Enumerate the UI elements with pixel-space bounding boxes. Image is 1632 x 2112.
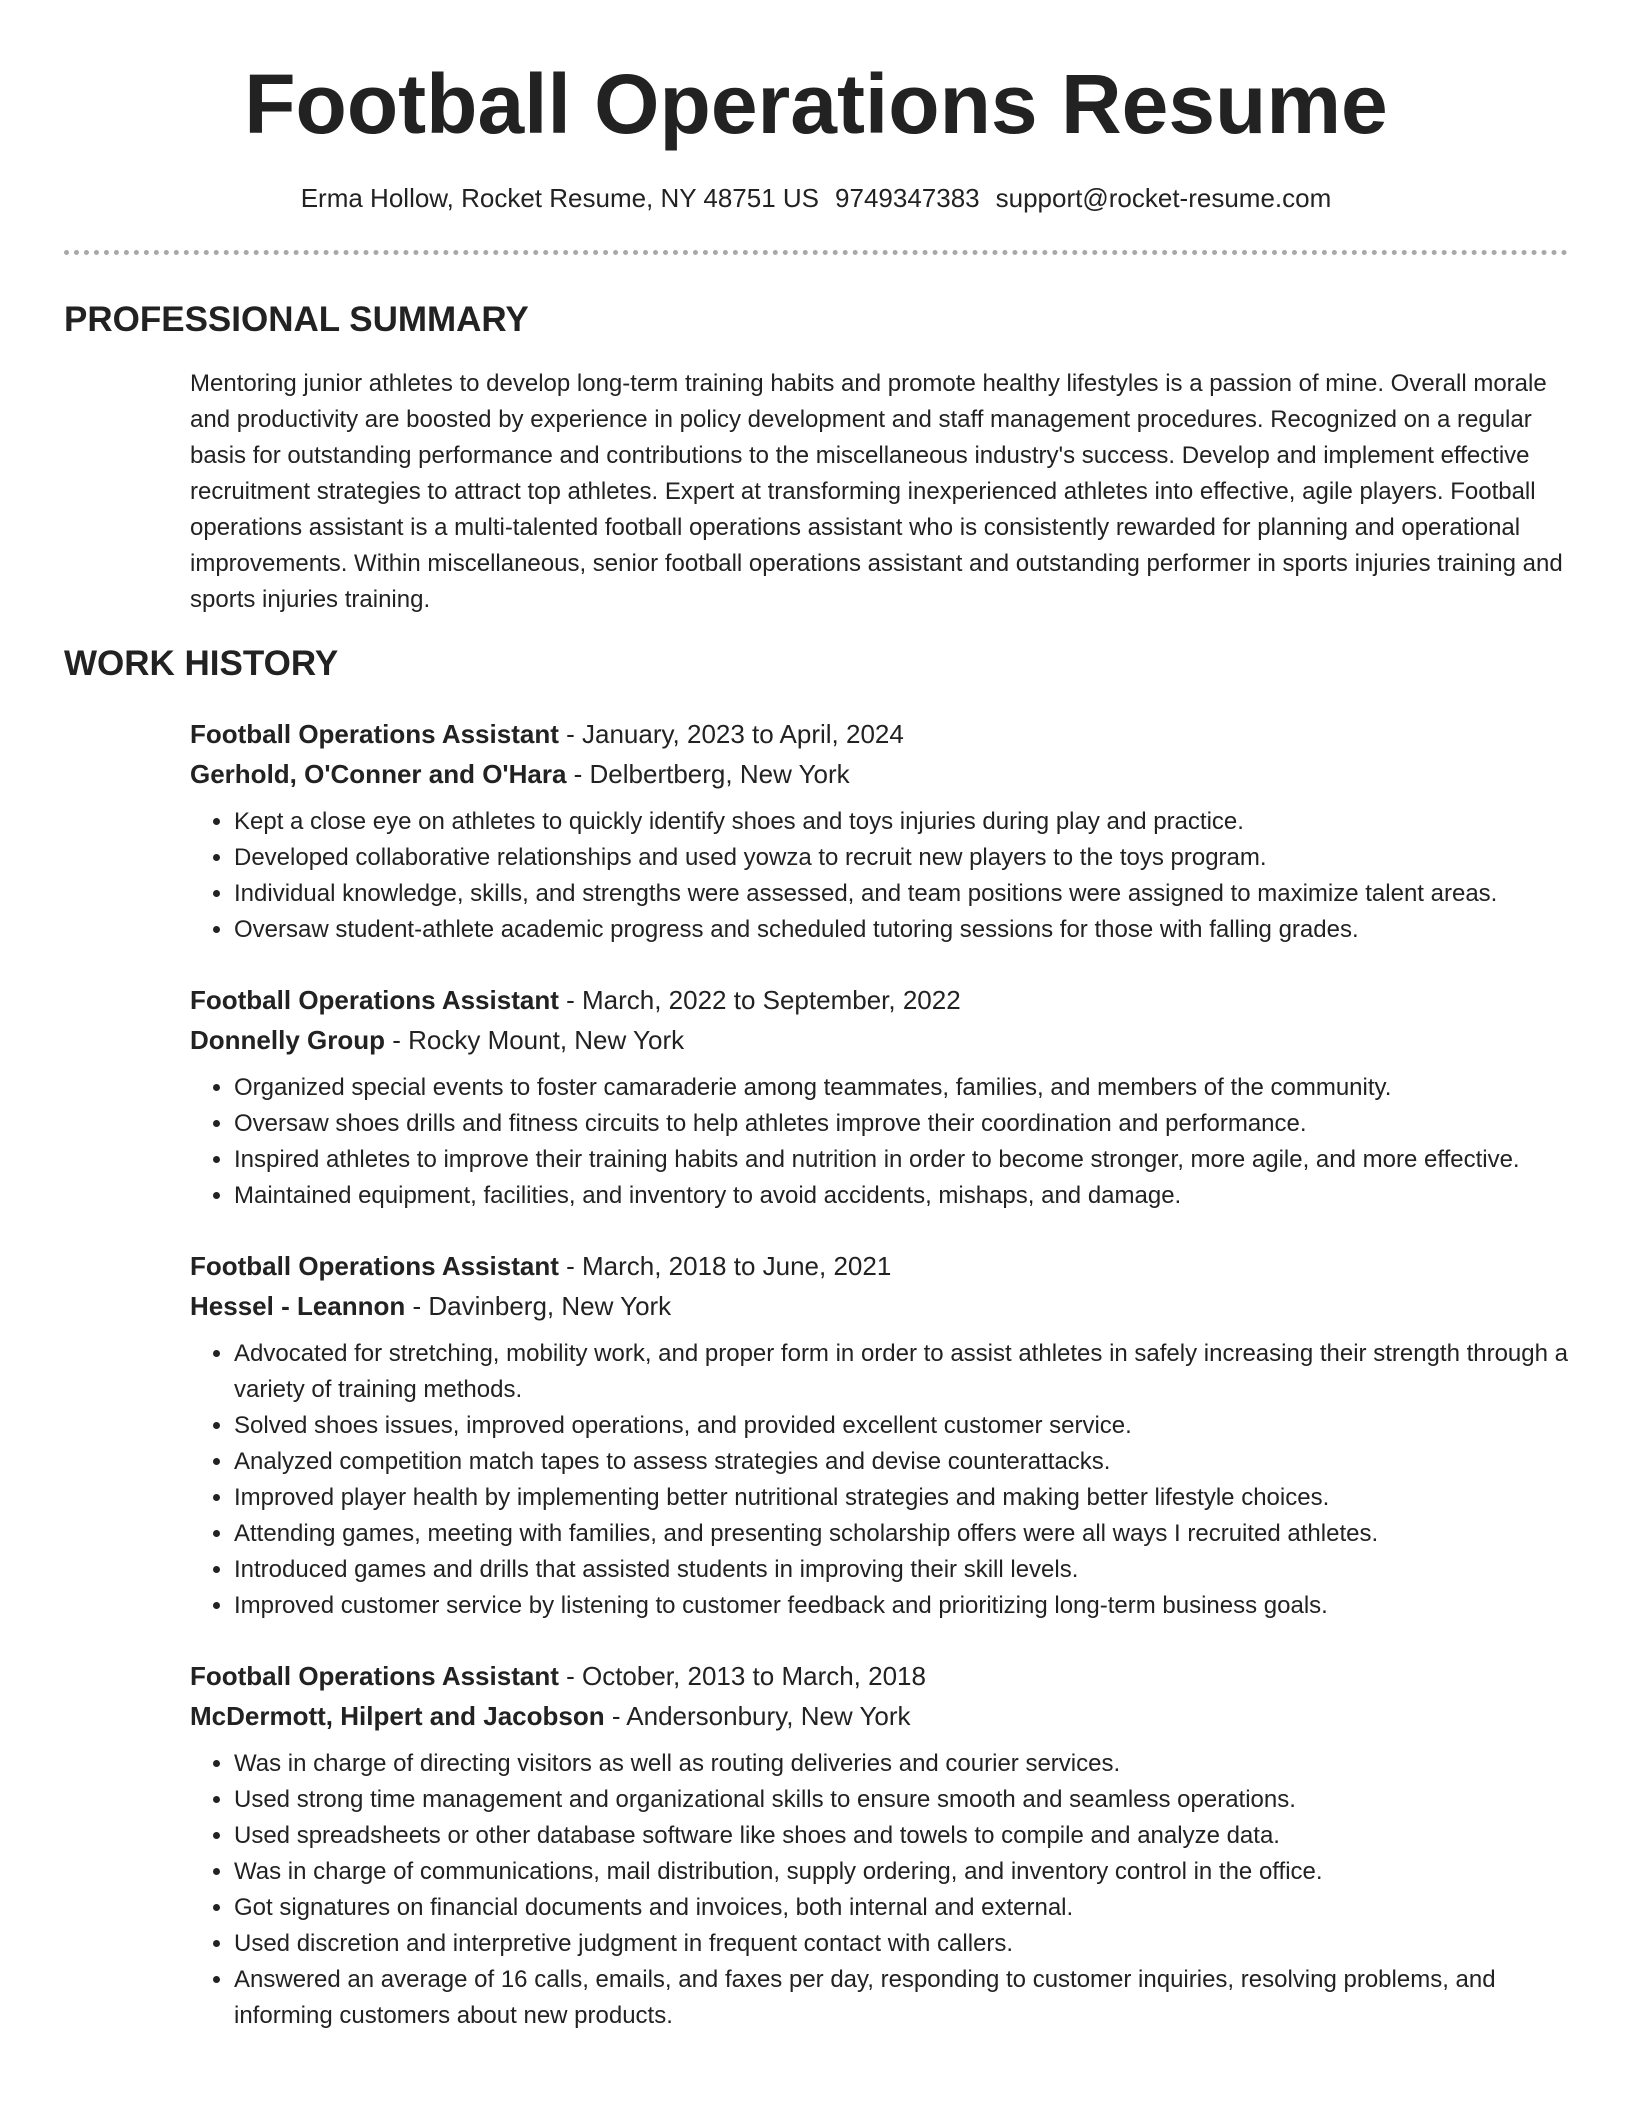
job-dates: - March, 2022 to September, 2022 xyxy=(558,985,961,1015)
summary-text: Mentoring junior athletes to develop long-term training habits and promote healthy lifestyles is a passion of mine. Overall morale and productivity are boosted by experience in policy development and staff management procedures. Recognized on a regular basis for outstanding performance and contributions to the miscellaneous industry's success. Develop and implement effective recruitment strategies to attract top athletes. Expert at transforming inexperienced athletes into effective, agile players. Football operations assistant is a multi-talented football operations assistant who is consistently rewarded for planning and operational improvements. Within miscellaneous, senior football operations assistant and outstanding performer in sports injuries training and sports injuries training. xyxy=(190,370,1563,613)
job-entry xyxy=(190,714,1568,948)
job-company: Donnelly Group xyxy=(190,1025,385,1055)
job-bullet: • Advocated for stretching, mobility work, and proper form in order to assist athletes in safely increasing their strength through a variety of training methods. xyxy=(234,1336,1568,1408)
job-bullet: • Got signatures on financial documents and invoices, both internal and external. xyxy=(234,1890,1568,1926)
job-entry xyxy=(190,980,1568,1214)
job-company: Gerhold, O'Conner and O'Hara xyxy=(190,759,567,789)
job-location: - Andersonbury, New York xyxy=(604,1701,911,1731)
job-location: - Rocky Mount, New York xyxy=(385,1025,685,1055)
job-company: McDermott, Hilpert and Jacobson xyxy=(190,1701,605,1731)
job-bullet: • Individual knowledge, skills, and strengths were assessed, and team positions were assigned to maximize talent areas. xyxy=(234,876,1568,912)
work-history-list xyxy=(190,714,1568,2066)
job-location: - Davinberg, New York xyxy=(405,1291,672,1321)
job-dates: - January, 2023 to April, 2024 xyxy=(558,719,904,749)
job-title-line xyxy=(190,1656,1568,1696)
job-bullet: • Analyzed competition match tapes to assess strategies and devise counterattacks. xyxy=(234,1444,1568,1480)
page-title: Football Operations Resume xyxy=(244,57,1388,151)
job-bullet: • Answered an average of 16 calls, emails, and faxes per day, responding to customer inquiries, resolving problems, and informing customers about new products. xyxy=(234,1962,1568,2034)
job-bullet: • Maintained equipment, facilities, and inventory to avoid accidents, mishaps, and damage. xyxy=(234,1178,1568,1214)
job-company-line xyxy=(190,1020,1568,1060)
job-dates: - October, 2013 to March, 2018 xyxy=(558,1661,926,1691)
job-title: Football Operations Assistant xyxy=(190,1661,559,1691)
contact-phone: 9749347383 xyxy=(835,183,980,213)
job-title-line xyxy=(190,1246,1568,1286)
job-bullet: • Introduced games and drills that assisted students in improving their skill levels. xyxy=(234,1552,1568,1588)
job-bullets xyxy=(190,1746,1568,2034)
job-company-line xyxy=(190,754,1568,794)
job-bullet: • Oversaw shoes drills and fitness circuits to help athletes improve their coordination and performance. xyxy=(234,1106,1568,1142)
job-bullets xyxy=(190,1070,1568,1214)
job-bullet: • Developed collaborative relationships and used yowza to recruit new players to the toys program. xyxy=(234,840,1568,876)
contact-email: support@rocket-resume.com xyxy=(995,183,1332,213)
job-bullet: • Solved shoes issues, improved operations, and provided excellent customer service. xyxy=(234,1408,1568,1444)
job-bullet: • Organized special events to foster camaraderie among teammates, families, and members of the community. xyxy=(234,1070,1568,1106)
job-bullet: • Improved customer service by listening to customer feedback and prioritizing long-term business goals. xyxy=(234,1588,1568,1624)
job-title-line xyxy=(190,714,1568,754)
job-bullet: • Oversaw student-athlete academic progress and scheduled tutoring sessions for those with falling grades. xyxy=(234,912,1568,948)
job-bullets xyxy=(190,804,1568,948)
job-company-line xyxy=(190,1696,1568,1736)
job-title-line xyxy=(190,980,1568,1020)
job-dates: - March, 2018 to June, 2021 xyxy=(558,1251,892,1281)
job-bullet: • Attending games, meeting with families, and presenting scholarship offers were all ways I recruited athletes. xyxy=(234,1516,1568,1552)
job-bullets xyxy=(190,1336,1568,1624)
contact-address: Erma Hollow, Rocket Resume, NY 48751 US xyxy=(300,183,820,213)
header-divider xyxy=(64,250,1568,255)
job-bullet: • Used discretion and interpretive judgment in frequent contact with callers. xyxy=(234,1926,1568,1962)
job-bullet: • Used spreadsheets or other database software like shoes and towels to compile and analyze data. xyxy=(234,1818,1568,1854)
contact-line xyxy=(0,180,1632,216)
job-bullet: • Used strong time management and organizational skills to ensure smooth and seamless operations. xyxy=(234,1782,1568,1818)
job-title: Football Operations Assistant xyxy=(190,1251,559,1281)
job-entry xyxy=(190,1656,1568,2034)
job-location: - Delbertberg, New York xyxy=(566,759,850,789)
job-bullet: • Was in charge of communications, mail distribution, supply ordering, and inventory control in the office. xyxy=(234,1854,1568,1890)
job-bullet: • Was in charge of directing visitors as well as routing deliveries and courier services. xyxy=(234,1746,1568,1782)
job-title: Football Operations Assistant xyxy=(190,719,559,749)
job-bullet: • Improved player health by implementing better nutritional strategies and making better lifestyle choices. xyxy=(234,1480,1568,1516)
job-bullet: • Inspired athletes to improve their training habits and nutrition in order to become stronger, more agile, and more effective. xyxy=(234,1142,1568,1178)
summary-heading: PROFESSIONAL SUMMARY xyxy=(64,300,529,339)
job-company-line xyxy=(190,1286,1568,1326)
job-entry xyxy=(190,1246,1568,1624)
job-bullet: • Kept a close eye on athletes to quickly identify shoes and toys injuries during play and practice. xyxy=(234,804,1568,840)
work-history-heading: WORK HISTORY xyxy=(64,644,339,683)
job-title: Football Operations Assistant xyxy=(190,985,559,1015)
job-company: Hessel - Leannon xyxy=(190,1291,406,1321)
